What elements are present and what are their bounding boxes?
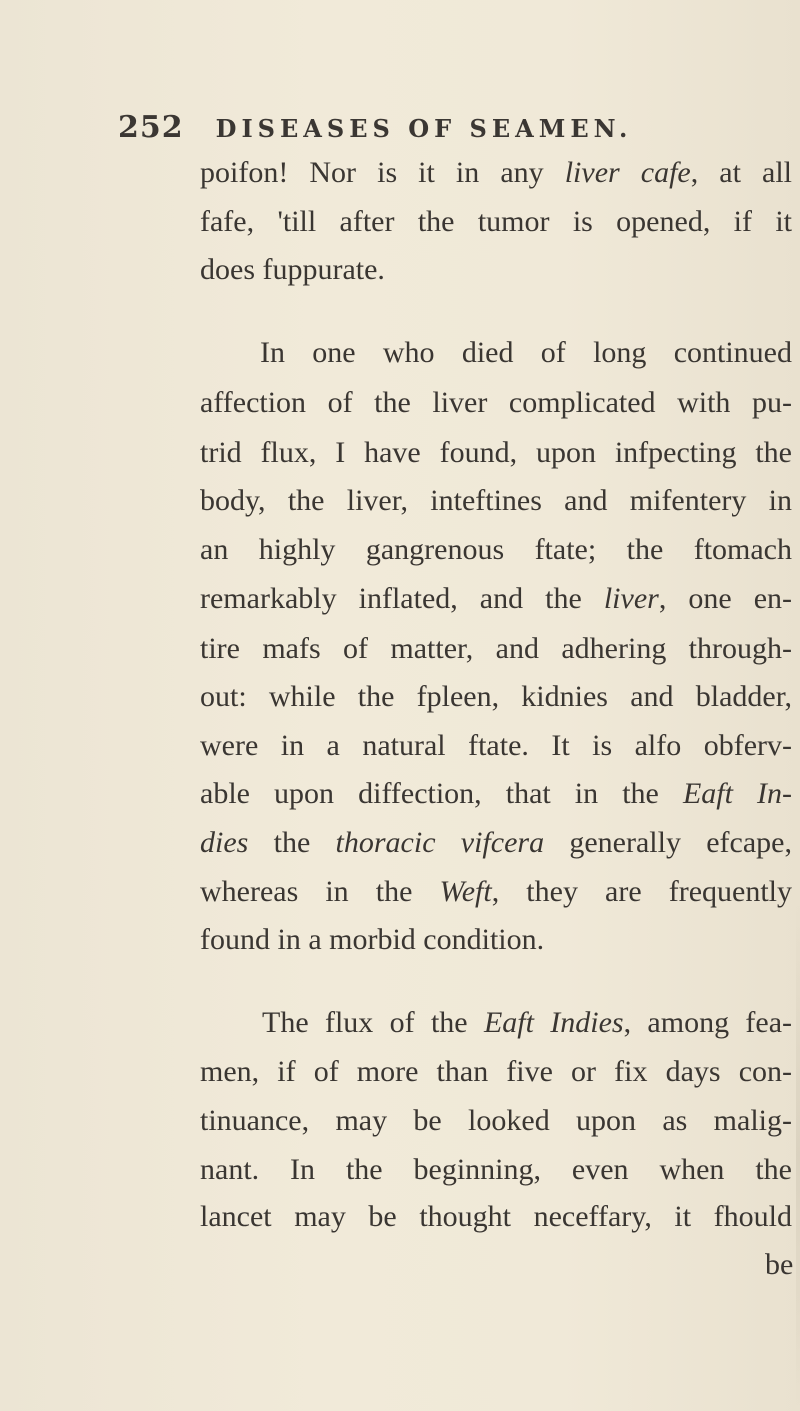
- text-line: [200, 255, 385, 285]
- text-line: [200, 731, 792, 761]
- text-run: body, the liver, inteftines and mifentery in: [200, 484, 792, 517]
- italic-word: liver: [603, 582, 659, 615]
- text-line: [200, 584, 792, 614]
- text-line: [262, 1008, 792, 1038]
- text-line: [200, 207, 792, 237]
- text-line: [765, 1250, 793, 1280]
- text-run: does fuppurate.: [200, 253, 385, 286]
- text-line: [200, 828, 792, 858]
- text-line: [200, 1202, 792, 1232]
- text-run: nant. In the beginning, even when the: [200, 1153, 792, 1186]
- text-run: tinuance, may be looked upon as malig-: [200, 1104, 792, 1137]
- text-line: [200, 682, 792, 712]
- text-run: remarkably inflated, and the: [200, 582, 604, 615]
- text-run: the: [248, 826, 336, 859]
- text-run: poifon! Nor is it in any: [200, 156, 565, 189]
- text-run: , among fea-: [623, 1006, 793, 1039]
- text-run: an highly gangrenous ftate; the ftomach: [200, 533, 792, 566]
- text-line: [200, 877, 792, 907]
- text-line: [200, 779, 792, 809]
- text-line: [200, 535, 792, 565]
- text-line: [200, 634, 792, 664]
- text-run: In one who died of long continued: [260, 336, 792, 369]
- italic-word: liver: [564, 156, 620, 189]
- text-run: whereas in the: [200, 875, 440, 908]
- text-run: The flux of the: [262, 1006, 484, 1039]
- text-line: [200, 1155, 792, 1185]
- italic-word: Weft: [439, 875, 492, 908]
- text-line: [200, 158, 792, 188]
- text-run: , one en-: [658, 582, 792, 615]
- text-run: , they are frequently: [491, 875, 792, 908]
- text-run: tire mafs of matter, and adhering through-: [200, 632, 792, 665]
- text-run: able upon diffection, that in the: [200, 777, 683, 810]
- text-run: were in a natural ftate. It is alfo obferv-: [200, 729, 792, 762]
- text-line: [200, 486, 792, 516]
- text-run: lancet may be thought neceffary, it fhould: [200, 1200, 792, 1233]
- text-run: men, if of more than five or fix days con-: [200, 1055, 792, 1088]
- text-line: [200, 438, 792, 468]
- text-run: be: [765, 1248, 794, 1281]
- italic-word: cafe: [640, 156, 691, 189]
- text-line: [260, 338, 792, 368]
- italic-word: dies: [200, 826, 249, 859]
- text-run: [620, 156, 641, 189]
- text-run: , at all: [690, 156, 793, 189]
- page-header: [118, 110, 718, 150]
- text-run: generally efcape,: [544, 826, 792, 859]
- text-run: fafe, 'till after the tumor is opened, if it: [200, 205, 792, 238]
- text-line: [200, 388, 792, 418]
- italic-word: Eaft In-: [682, 777, 793, 810]
- page-number: 252: [118, 110, 184, 145]
- text-run: affection of the liver complicated with pu-: [200, 386, 792, 419]
- text-line: [200, 925, 544, 955]
- page-edge-shadow: [796, 900, 800, 1411]
- italic-word: Eaft Indies: [483, 1006, 624, 1039]
- text-line: [200, 1057, 792, 1087]
- running-head: DISEASES OF SEAMEN.: [215, 114, 633, 143]
- italic-word: thoracic vifcera: [335, 826, 545, 859]
- text-line: [200, 1106, 792, 1136]
- text-run: found in a morbid condition.: [200, 923, 545, 956]
- text-run: out: while the fpleen, kidnies and bladder,: [200, 680, 792, 713]
- text-run: trid flux, I have found, upon infpecting the: [200, 436, 792, 469]
